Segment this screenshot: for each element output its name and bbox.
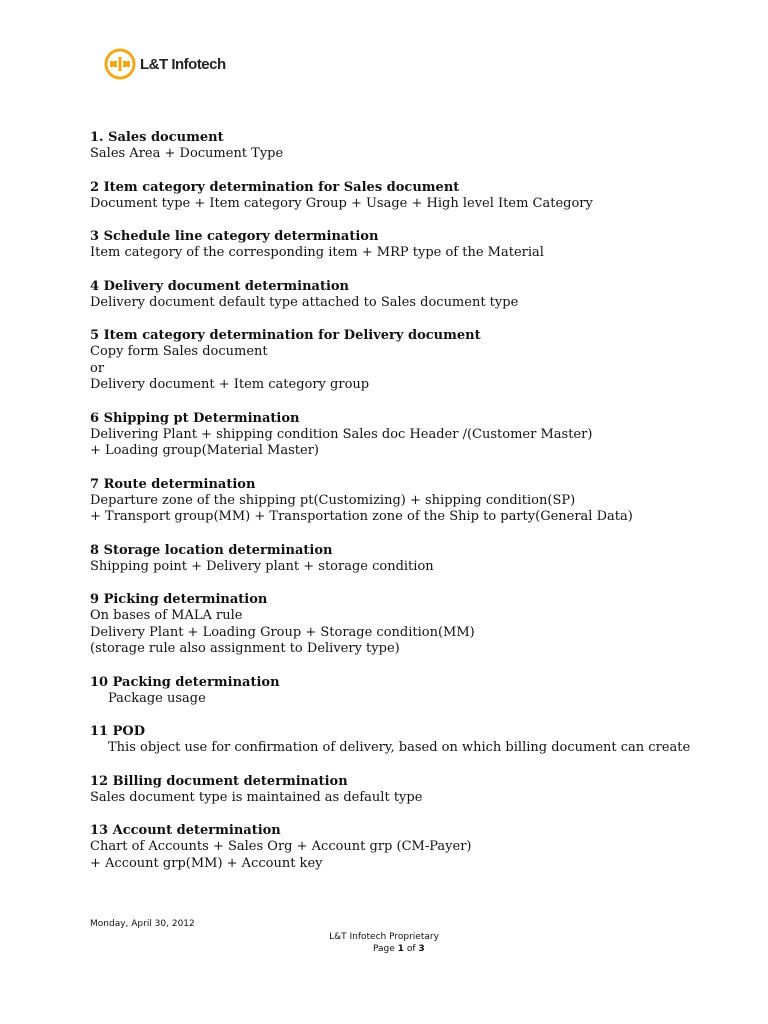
section-sales-document xyxy=(90,130,750,163)
section-line: Package usage xyxy=(108,690,206,706)
section-line: Sales Area + Document Type xyxy=(90,146,284,161)
page-label: Page xyxy=(373,944,395,954)
section-line: Item category of the corresponding item + MRP type of the Material xyxy=(90,245,544,260)
section-line: Departure zone of the shipping pt(Customizing) + shipping condition(SP) xyxy=(90,492,576,508)
section-line: + Account grp(MM) + Account key xyxy=(90,855,323,871)
section-line: Delivery document default type attached to Sales document type xyxy=(90,294,519,310)
company-logo xyxy=(104,48,226,80)
section-line: Shipping point + Delivery plant + storage condition xyxy=(90,558,434,574)
section-line: Sales document type is maintained as default type xyxy=(90,789,423,805)
section-schedule-line xyxy=(90,229,750,262)
section-line: This object use for confirmation of delivery, based on which billing document can create xyxy=(108,740,691,755)
section-route xyxy=(90,477,750,526)
section-heading: 6 Shipping pt Determination xyxy=(90,410,300,426)
section-line: + Loading group(Material Master) xyxy=(90,443,319,458)
section-line: Delivering Plant + shipping condition Sales doc Header /(Customer Master) xyxy=(90,426,593,442)
section-picking xyxy=(90,592,750,658)
section-heading: 11 POD xyxy=(90,724,145,739)
section-heading: 8 Storage location determination xyxy=(90,542,333,558)
section-line: Delivery Plant + Loading Group + Storage condition(MM) xyxy=(90,624,475,640)
section-heading: 7 Route determination xyxy=(90,476,256,492)
section-shipping-point xyxy=(90,411,750,460)
section-item-category-delivery xyxy=(90,328,750,394)
section-line: Delivery document + Item category group xyxy=(90,377,370,392)
page-current: 1 xyxy=(397,944,404,954)
section-line: + Transport group(MM) + Transportation zone of the Ship to party(General Data) xyxy=(90,509,633,524)
logo-text: L&T Infotech xyxy=(140,55,226,73)
footer-proprietary: L&T Infotech Proprietary xyxy=(329,932,439,942)
section-line: (storage rule also assignment to Delivery type) xyxy=(90,641,400,656)
section-account-determination xyxy=(90,823,750,872)
section-pod xyxy=(90,724,750,757)
section-line: Document type + Item category Group + Usage + High level Item Category xyxy=(90,195,593,211)
section-heading: 9 Picking determination xyxy=(90,592,268,607)
section-item-category-sales xyxy=(90,180,750,213)
lt-logo-icon xyxy=(104,48,136,80)
section-line: On bases of MALA rule xyxy=(90,608,243,623)
footer-page-number xyxy=(373,944,425,954)
section-storage-location xyxy=(90,543,750,576)
section-heading: 13 Account determination xyxy=(90,823,281,838)
section-heading: 3 Schedule line category determination xyxy=(90,229,379,244)
footer-date: Monday, April 30, 2012 xyxy=(90,919,195,929)
section-heading: 2 Item category determination for Sales document xyxy=(90,179,460,195)
section-heading: 4 Delivery document determination xyxy=(90,278,350,294)
document-body xyxy=(90,130,750,889)
section-heading: 5 Item category determination for Delivery document xyxy=(90,328,481,343)
section-delivery-document xyxy=(90,279,750,312)
page-of: of xyxy=(406,944,416,954)
section-line: or xyxy=(90,360,105,376)
section-heading: 10 Packing determination xyxy=(90,674,280,690)
section-line: Copy form Sales document xyxy=(90,344,268,359)
section-heading: 12 Billing document determination xyxy=(90,773,348,789)
section-packing xyxy=(90,675,750,708)
page-total: 3 xyxy=(418,944,425,954)
section-billing-document xyxy=(90,774,750,807)
section-heading: 1. Sales document xyxy=(90,130,224,145)
section-line: Chart of Accounts + Sales Org + Account grp (CM-Payer) xyxy=(90,839,472,854)
